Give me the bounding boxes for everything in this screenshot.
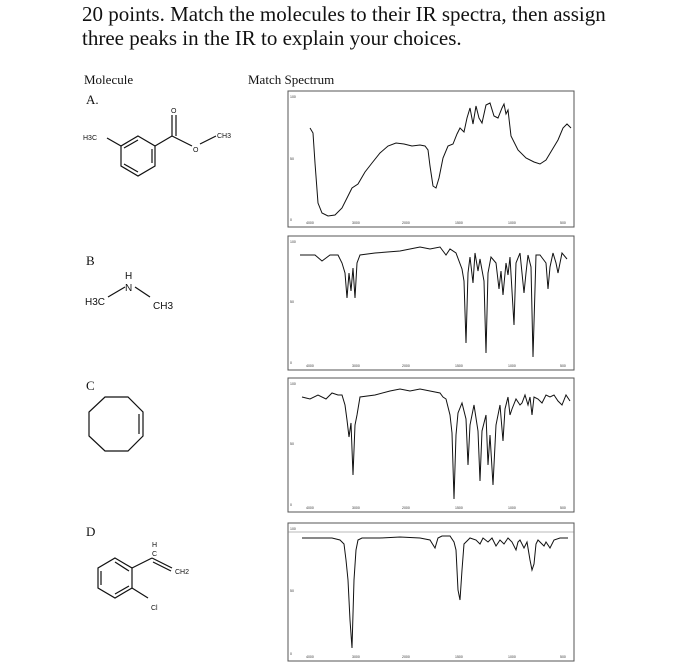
question-line-1: 20 points. Match the molecules to their IR spectra, then assign — [82, 2, 606, 26]
spectrum-b-tick-1000: 1000 — [508, 364, 516, 368]
spectrum-a-tick-500: 500 — [560, 221, 566, 225]
spectrum-a-tick-1500: 1500 — [455, 221, 463, 225]
spectrum-a-tick-3000: 3000 — [352, 221, 360, 225]
spectrum-c-tick-4000: 4000 — [306, 506, 314, 510]
spectrum-b-tick-4000: 4000 — [306, 364, 314, 368]
molecule-letter-d: D — [86, 524, 96, 539]
molecule-b-nh-h-label: H — [125, 271, 133, 282]
spectrum-d-y-mid: 50 — [290, 589, 294, 593]
molecule-letter-b: B — [86, 253, 95, 268]
spectrum-b-tick-1500: 1500 — [455, 364, 463, 368]
question-line-2: three peaks in the IR to explain your choices. — [82, 26, 462, 50]
spectrum-c-tick-1000: 1000 — [508, 506, 516, 510]
question-text — [82, 2, 692, 50]
molecule-d-cl-label: Cl — [151, 605, 158, 612]
spectrum-c-tick-2000: 2000 — [402, 506, 410, 510]
molecule-column-header: Molecule — [84, 72, 134, 87]
spectrum-d-y-bot: 0 — [290, 652, 292, 656]
spectrum-c-tick-500: 500 — [560, 506, 566, 510]
spectrum-c-y-bot: 0 — [290, 503, 292, 507]
spectrum-d-tick-500: 500 — [560, 655, 566, 659]
spectrum-d-tick-1000: 1000 — [508, 655, 516, 659]
spectrum-b-y-mid: 50 — [290, 300, 294, 304]
molecule-a-ester-methyl-label: CH3 — [217, 133, 232, 140]
molecule-d-ch2-label: CH2 — [175, 569, 190, 576]
spectrum-c-tick-1500: 1500 — [455, 506, 463, 510]
ir-spectrum-d — [280, 520, 578, 664]
spectrum-a-tick-4000: 4000 — [306, 221, 314, 225]
molecule-b-left-methyl-label: H3C — [85, 297, 106, 308]
spectrum-d-tick-1500: 1500 — [455, 655, 463, 659]
spectrum-b-y-top: 100 — [290, 240, 296, 244]
ir-spectrum-b — [280, 233, 578, 373]
ir-spectrum-c — [280, 375, 578, 515]
spectrum-b-tick-3000: 3000 — [352, 364, 360, 368]
spectrum-a-y-bot: 0 — [290, 218, 292, 222]
molecule-a-ester-o-label: O — [193, 147, 199, 154]
molecule-a-carbonyl-o-label: O — [171, 108, 177, 115]
spectrum-c-y-mid: 50 — [290, 442, 294, 446]
ir-spectrum-a — [280, 88, 578, 230]
spectrum-b-y-bot: 0 — [290, 361, 292, 365]
molecule-d-vinyl-c-label: C — [152, 551, 158, 558]
spectrum-d-tick-4000: 4000 — [306, 655, 314, 659]
spectrum-a-y-mid: 50 — [290, 157, 294, 161]
spectrum-a-tick-1000: 1000 — [508, 221, 516, 225]
molecule-b-n-label: N — [125, 283, 133, 294]
molecule-a-methyl-label: H3C — [83, 135, 98, 142]
molecule-letter-c: C — [86, 378, 95, 393]
spectrum-b-tick-2000: 2000 — [402, 364, 410, 368]
spectrum-c-tick-3000: 3000 — [352, 506, 360, 510]
spectrum-a-y-top: 100 — [290, 95, 296, 99]
spectrum-d-tick-2000: 2000 — [402, 655, 410, 659]
molecule-d-structure — [80, 530, 210, 620]
molecule-b-right-methyl-label: CH3 — [153, 301, 174, 312]
molecule-letter-a: A. — [86, 92, 99, 107]
spectrum-d-tick-3000: 3000 — [352, 655, 360, 659]
spectrum-b-tick-500: 500 — [560, 364, 566, 368]
spectrum-a-tick-2000: 2000 — [402, 221, 410, 225]
molecule-c-structure — [80, 390, 160, 470]
match-spectrum-column-header: Match Spectrum — [248, 72, 335, 87]
spectrum-d-y-top: 100 — [290, 527, 296, 531]
spectrum-c-y-top: 100 — [290, 382, 296, 386]
molecule-d-vinyl-h-label: H — [152, 542, 158, 549]
molecule-b-structure — [80, 265, 200, 325]
molecule-a-structure — [80, 100, 260, 200]
